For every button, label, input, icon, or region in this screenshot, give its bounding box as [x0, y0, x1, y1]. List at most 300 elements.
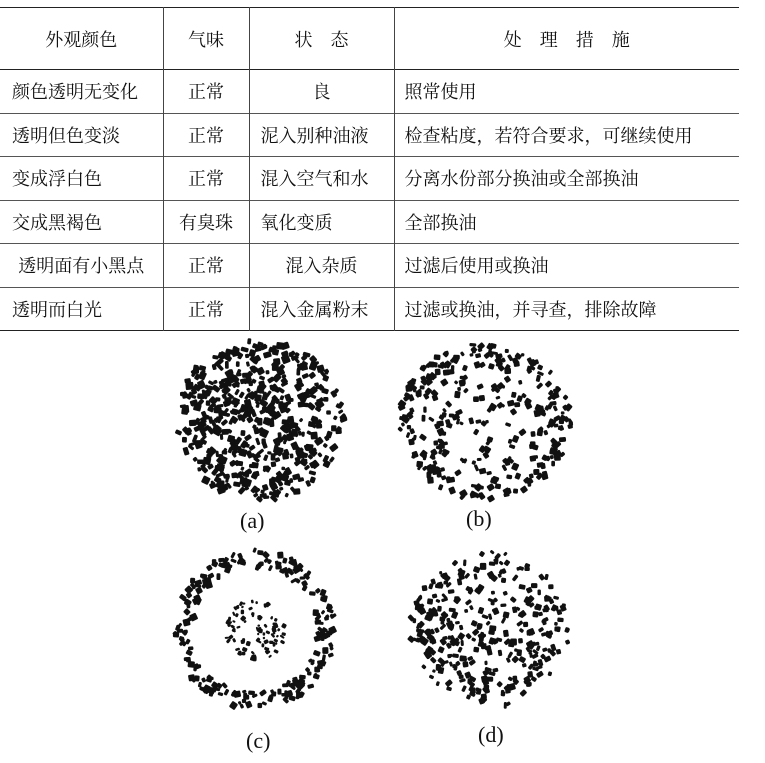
speckle-dot [225, 637, 229, 639]
cell-state: 良 [249, 70, 394, 114]
speckle-dot [323, 397, 328, 402]
speckle-dot [265, 407, 272, 414]
speckle-dot [487, 494, 496, 502]
speckle-dot [301, 585, 307, 592]
speckle-dot [442, 636, 448, 641]
speckle-dot [434, 627, 440, 633]
speckle-dot [518, 656, 526, 664]
speckle-dot [289, 352, 294, 357]
speckle-dot [512, 574, 519, 582]
speckle-dot [523, 622, 528, 627]
speckle-dot [462, 661, 468, 667]
speckle-dot [246, 641, 251, 647]
speckle-dot [485, 420, 489, 424]
speckle-dot [294, 459, 302, 467]
speckle-dot [257, 615, 261, 619]
speckle-dot [507, 400, 515, 407]
speckle-dot [526, 630, 533, 636]
speckle-dot [262, 636, 265, 639]
speckle-dot [511, 462, 520, 471]
speckle-dot [437, 606, 442, 612]
speckle-dot [486, 471, 492, 476]
speckle-dot [236, 384, 239, 388]
cell-treatment: 照常使用 [394, 70, 739, 114]
speckle-dot [251, 599, 254, 603]
speckle-dot [465, 633, 472, 640]
speckle-dot [511, 392, 517, 399]
speckle-dot [263, 495, 269, 499]
speckle-dot [564, 627, 570, 633]
speckle-dot [274, 618, 278, 622]
speckle-dot [253, 471, 260, 477]
speckle-dot [181, 407, 189, 415]
speckle-dot [263, 351, 272, 359]
table-row [0, 157, 739, 201]
speckle-dot [454, 469, 462, 476]
speckle-dot [201, 677, 206, 683]
speckle-dot [276, 634, 279, 637]
speckle-dot [544, 574, 549, 581]
speckle-dot [446, 686, 452, 691]
speckle-dot [464, 609, 468, 613]
speckle-dot [333, 415, 338, 420]
speckle-dot [208, 380, 215, 386]
caption-d: (d) [478, 722, 504, 747]
speckle-dot [496, 402, 504, 410]
oil-table [0, 7, 739, 331]
speckle-dot [279, 395, 284, 401]
speckle-dot [457, 387, 461, 391]
speckle-dot [326, 410, 331, 414]
speckle-dot [451, 365, 455, 371]
speckle-dot [297, 401, 304, 407]
speckle-dot [553, 450, 558, 454]
speckle-dot [496, 681, 503, 688]
speckle-dot [434, 354, 441, 360]
speckle-dot [248, 690, 255, 695]
speckle-dot [282, 683, 289, 687]
caption-c: (c) [246, 728, 271, 753]
cell-smell: 正常 [163, 70, 249, 114]
speckle-dot [245, 354, 250, 359]
speckle-dot [553, 405, 558, 411]
speckle-dot [503, 630, 509, 638]
speckle-dot [503, 551, 508, 556]
speckle-dot [309, 470, 317, 475]
figure-a [170, 334, 350, 509]
speckle-dot [495, 396, 500, 400]
speckle-dot [486, 483, 495, 492]
speckle-dot [329, 443, 339, 453]
speckle-dot [494, 558, 498, 564]
cell-appearance: 透明但色变淡 [12, 125, 120, 147]
table-row [0, 287, 739, 331]
speckle-dot [282, 452, 289, 460]
speckle-dot [548, 369, 554, 375]
speckle-dot [506, 474, 512, 479]
speckle-dot [459, 421, 464, 426]
speckle-dot [463, 559, 467, 566]
speckle-dot [469, 605, 474, 611]
cell-smell: 正常 [163, 113, 249, 157]
speckle-dot [480, 563, 487, 570]
speckle-dot [420, 385, 425, 389]
cell-smell: 有臭珠 [163, 200, 249, 244]
speckle-dot [540, 463, 546, 470]
speckle-dot [248, 606, 253, 610]
speckle-dot [538, 627, 545, 633]
speckle-dot [240, 346, 249, 352]
speckle-dot [411, 438, 415, 442]
speckle-dot [318, 621, 324, 625]
speckle-dot [568, 421, 573, 426]
speckle-dot [537, 589, 540, 595]
speckle-dot [533, 469, 539, 475]
speckle-dot [180, 392, 184, 396]
oil-spot-d-image [404, 548, 574, 713]
speckle-dot [443, 369, 450, 376]
speckle-dot [261, 438, 266, 444]
speckle-dot [236, 361, 240, 367]
speckle-dot [275, 560, 280, 566]
speckle-dot [224, 382, 232, 386]
speckle-dot [242, 647, 248, 653]
speckle-dot [551, 461, 555, 467]
speckle-dot [502, 591, 508, 596]
speckle-dot [242, 652, 246, 656]
speckle-dot [518, 428, 527, 436]
speckle-dot [175, 429, 183, 436]
speckle-dot [284, 493, 289, 498]
speckle-dot [421, 664, 427, 670]
speckle-dot [201, 475, 211, 485]
speckle-dot [473, 566, 481, 574]
speckle-dot [428, 416, 435, 422]
speckle-dot [246, 361, 250, 367]
speckle-dot [281, 467, 285, 471]
speckle-dot [257, 624, 260, 626]
cell-treatment: 检查粘度，若符合要求，可继续使用 [394, 113, 739, 157]
speckle-dot [235, 647, 240, 651]
speckle-dot [471, 460, 476, 465]
figure-c [170, 545, 340, 715]
speckle-dot [489, 625, 496, 631]
oil-spot-b-image [393, 338, 578, 508]
speckle-dot [277, 551, 284, 558]
speckle-dot [277, 628, 281, 632]
speckle-dot [448, 486, 456, 494]
speckle-dot [240, 466, 245, 471]
speckle-dot [454, 380, 459, 385]
speckle-dot [544, 596, 550, 602]
speckle-dot [545, 380, 553, 388]
cell-state: 混入金属粉末 [249, 287, 394, 331]
speckle-dot [407, 635, 415, 643]
speckle-dot [451, 560, 458, 567]
speckle-dot [322, 443, 328, 449]
speckle-dot [504, 368, 511, 374]
header-smell: 气味 [163, 8, 249, 70]
speckle-dot [463, 388, 469, 394]
speckle-dot [530, 431, 535, 437]
speckle-dot [313, 650, 321, 657]
caption-b: (b) [466, 506, 492, 531]
speckle-dot [477, 458, 482, 461]
cell-state: 混入空气和水 [249, 157, 394, 201]
speckle-dot [263, 454, 269, 461]
speckle-dot [455, 621, 460, 625]
speckle-dot [276, 342, 284, 350]
speckle-dot [543, 430, 548, 436]
speckle-dot [263, 465, 269, 470]
speckle-dot [223, 689, 229, 696]
speckle-dot [447, 635, 452, 640]
speckle-dot [265, 370, 269, 375]
speckle-dot [255, 437, 260, 445]
speckle-dot [246, 387, 251, 392]
speckle-dot [273, 492, 278, 497]
speckle-dot [439, 571, 442, 575]
speckle-dot [559, 437, 566, 442]
oil-spot-a-image [170, 334, 350, 509]
speckle-dot [531, 583, 537, 588]
speckle-dot [538, 573, 545, 581]
speckle-dot [514, 472, 521, 480]
speckle-dot [511, 655, 519, 663]
speckle-dot [194, 579, 202, 586]
speckle-dot [490, 550, 495, 555]
speckle-dot [562, 394, 568, 400]
speckle-dot [427, 598, 433, 604]
speckle-dot [445, 679, 453, 687]
speckle-dot [206, 400, 211, 406]
speckle-dot [182, 437, 187, 443]
speckle-dot [273, 649, 279, 654]
speckle-dot [272, 642, 275, 647]
speckle-dot [440, 621, 444, 625]
speckle-dot [478, 607, 485, 615]
speckle-dot [271, 461, 277, 467]
speckle-dot [309, 591, 316, 596]
speckle-dot [522, 663, 527, 668]
speckle-dot [282, 557, 288, 563]
speckle-dot [561, 411, 565, 414]
speckle-dot [510, 638, 517, 645]
speckle-dot [477, 623, 483, 629]
oil-inspection-table [0, 7, 739, 331]
speckle-dot [290, 453, 294, 458]
speckle-dot [265, 630, 270, 635]
speckle-dot [257, 703, 262, 708]
speckle-dot [473, 428, 480, 435]
speckle-dot [536, 382, 543, 389]
cell-state: 泥入别种油液 [249, 113, 394, 157]
speckle-dot [542, 409, 546, 414]
speckle-dot [484, 661, 487, 666]
speckle-dot [435, 599, 440, 604]
speckle-dot [504, 702, 507, 709]
speckle-dot [215, 397, 220, 401]
speckle-dot [230, 552, 236, 559]
speckle-dot [241, 610, 244, 615]
speckle-dot [198, 365, 206, 372]
speckle-dot [182, 447, 189, 456]
speckle-dot [457, 646, 462, 653]
speckle-dot [512, 676, 517, 683]
speckle-dot [262, 632, 265, 636]
speckle-dot [518, 584, 525, 590]
speckle-dot [475, 353, 481, 358]
speckle-dot [252, 547, 257, 553]
speckle-dot [235, 613, 239, 618]
speckle-dot [498, 650, 503, 657]
speckle-dot [239, 601, 244, 606]
cell-treatment: 分离水份部分换油或全部换油 [394, 157, 739, 201]
speckle-dot [503, 559, 510, 566]
speckle-dot [483, 684, 489, 690]
speckle-dot [438, 484, 444, 491]
speckle-dot [277, 689, 281, 695]
speckle-dot [432, 593, 438, 598]
speckle-dot [459, 625, 464, 631]
speckle-dot [209, 482, 217, 490]
cell-smell: 正常 [163, 244, 249, 288]
speckle-dot [259, 689, 267, 697]
speckle-dot [538, 612, 543, 617]
speckle-dot [197, 467, 201, 472]
header-treatment: 处 理 措 施 [394, 8, 739, 70]
speckle-dot [338, 409, 344, 414]
speckle-dot [302, 373, 310, 379]
speckle-dot [536, 645, 541, 651]
speckle-dot [474, 464, 480, 472]
speckle-dot [503, 611, 510, 618]
speckle-dot [268, 654, 272, 658]
speckle-dot [321, 610, 326, 615]
speckle-dot [268, 565, 273, 572]
speckle-dot [454, 391, 461, 399]
speckle-dot [509, 444, 516, 450]
speckle-dot [230, 558, 237, 563]
speckle-dot [422, 585, 428, 591]
speckle-dot [488, 363, 495, 370]
speckle-dot [453, 596, 462, 605]
speckle-dot [510, 408, 518, 416]
speckle-dot [489, 561, 496, 566]
speckle-dot [259, 375, 265, 380]
speckle-dot [232, 638, 236, 643]
speckle-dot [185, 619, 190, 624]
speckle-dot [431, 362, 438, 368]
speckle-dot [291, 429, 298, 437]
speckle-dot [257, 633, 259, 636]
speckle-dot [187, 661, 195, 668]
speckle-dot [476, 383, 483, 390]
speckle-dot [251, 462, 259, 469]
speckle-dot [452, 653, 459, 658]
speckle-dot [261, 701, 267, 706]
speckle-dot [446, 618, 450, 623]
speckle-dot [534, 603, 542, 611]
figure-d [404, 548, 574, 713]
speckle-dot [242, 638, 245, 643]
speckle-dot [459, 655, 467, 662]
speckle-dot [508, 439, 513, 444]
table-row [0, 244, 739, 288]
speckle-dot [520, 485, 529, 494]
speckle-dot [309, 476, 316, 483]
speckle-dot [448, 589, 455, 594]
oil-drop-figures [0, 330, 765, 763]
speckle-dot [464, 573, 470, 580]
speckle-dot [556, 649, 562, 655]
speckle-dot [195, 586, 203, 594]
speckle-dot [421, 415, 425, 422]
speckle-dot [185, 382, 194, 390]
speckle-dot [300, 576, 306, 579]
speckle-dot [433, 440, 438, 445]
speckle-dot [537, 429, 544, 437]
cell-treatment: 过滤后使用或换油 [394, 244, 739, 288]
table-row [0, 70, 739, 114]
speckle-dot [307, 683, 314, 689]
cell-appearance: 透明而白光 [12, 299, 102, 321]
speckle-dot [419, 433, 427, 441]
speckle-dot [247, 338, 251, 344]
speckle-dot [221, 419, 229, 426]
speckle-dot [440, 378, 449, 387]
speckle-dot [407, 425, 412, 430]
header-state: 状 态 [249, 8, 394, 70]
cell-state: 混入杂质 [249, 244, 394, 288]
speckle-dot [188, 646, 194, 650]
speckle-dot [229, 701, 238, 710]
speckle-dot [431, 394, 438, 401]
speckle-dot [555, 606, 559, 611]
speckle-dot [299, 418, 304, 423]
speckle-dot [412, 618, 416, 623]
speckle-dot [479, 486, 484, 490]
speckle-dot [427, 477, 434, 484]
speckle-dot [565, 639, 570, 644]
speckle-dot [437, 472, 442, 478]
cell-appearance: 透明面有小黑点 [18, 256, 145, 278]
speckle-dot [518, 380, 523, 385]
speckle-dot [473, 647, 479, 653]
speckle-dot [479, 551, 486, 558]
speckle-dot [468, 417, 474, 424]
speckle-dot [462, 365, 468, 372]
speckle-dot [272, 345, 276, 351]
speckle-dot [313, 673, 320, 679]
speckle-dot [401, 422, 406, 427]
speckle-dot [532, 611, 538, 617]
speckle-dot [469, 353, 473, 357]
speckle-dot [238, 486, 247, 495]
speckle-dot [533, 409, 540, 417]
speckle-dot [467, 678, 472, 684]
speckle-dot [200, 573, 206, 578]
speckle-dot [232, 620, 236, 623]
speckle-dot [416, 461, 423, 468]
speckle-dot [242, 373, 249, 378]
speckle-dot [234, 389, 240, 396]
speckle-dot [446, 476, 450, 479]
speckle-dot [216, 573, 220, 580]
speckle-dot [488, 613, 493, 620]
cell-treatment: 过滤或换油，并寻查，排除故障 [394, 287, 739, 331]
speckle-dot [173, 632, 180, 638]
